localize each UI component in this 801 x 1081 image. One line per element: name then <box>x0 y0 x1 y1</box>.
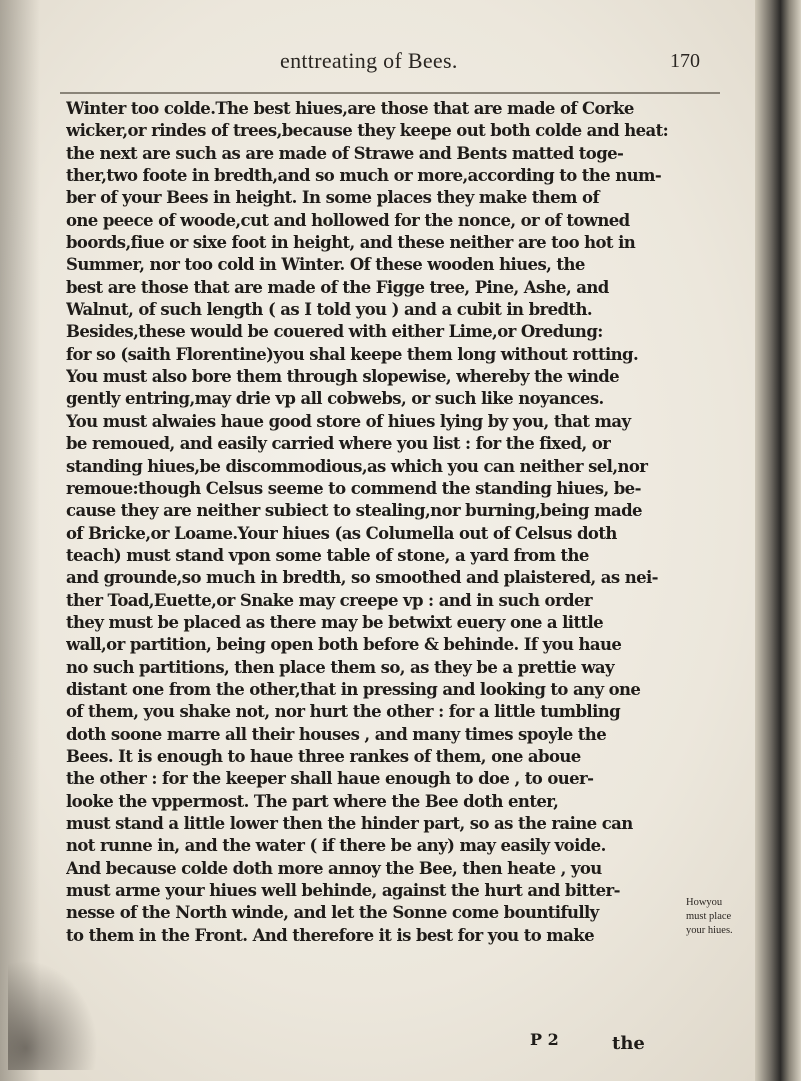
marginal-note-line: your hiues. <box>686 925 733 936</box>
text-line: Bees. It is enough to haue three rankes of them, one aboue <box>66 746 581 766</box>
text-line: to them in the Front. And therefore it is best for you to make <box>66 925 594 945</box>
text-line: the next are such as are made of Strawe and Bents matted toge- <box>66 143 624 163</box>
text-line: ber of your Bees in height. In some places they make them of <box>66 188 599 208</box>
text-line: remoue:though Celsus seeme to commend the standing hiues, be- <box>66 478 641 498</box>
text-line: the other : for the keeper shall haue enough to doe , to ouer- <box>66 769 594 789</box>
text-line: must stand a little lower then the hinder part, so as the raine can <box>66 814 633 833</box>
text-line: standing hiues,be discommodious,as which you can neither sel,nor <box>66 456 648 476</box>
catchword: the <box>612 1033 645 1054</box>
header-rule <box>60 92 720 94</box>
text-line: cause they are neither subiect to stealing,nor burning,being made <box>66 501 642 521</box>
text-line: and grounde,so much in bredth, so smoothed and plaistered, as nei- <box>66 568 658 588</box>
signature-mark: P 2 <box>530 1030 559 1049</box>
text-line: Walnut, of such length ( as I told you ) and a cubit in bredth. <box>66 300 592 320</box>
text-line: one peece of woode,cut and hollowed for the nonce, or of towned <box>66 210 630 230</box>
book-binding-gutter <box>755 0 801 1081</box>
text-line: nesse of the North winde, and let the Sonne come bountifully <box>66 903 599 923</box>
text-line: best are those that are made of the Figge tree, Pine, Ashe, and <box>66 277 609 297</box>
marginal-note <box>686 896 752 938</box>
page-edge-shadow <box>0 0 40 1081</box>
marginal-note-line: must place <box>686 911 732 922</box>
text-line: wicker,or rindes of trees,because they keepe out both colde and heat: <box>66 121 669 141</box>
text-line: of them, you shake not, nor hurt the other : for a little tumbling <box>66 702 621 722</box>
text-line: ther Toad,Euette,or Snake may creepe vp : and in such order <box>66 590 592 610</box>
text-line: Winter too colde.The best hiues,are those that are made of Corke <box>66 99 634 118</box>
text-line: wall,or partition, being open both before & behinde. If you haue <box>66 635 622 655</box>
running-title: enttreating of Bees. <box>280 48 458 73</box>
page-header <box>40 48 730 82</box>
text-line: doth soone marre all their houses , and many times spoyle the <box>66 724 607 744</box>
page-stain <box>8 960 98 1070</box>
text-line: And because colde doth more annoy the Bee, then heate , you <box>66 858 602 878</box>
text-line: gently entring,may drie vp all cobwebs, or such like noyances. <box>66 389 604 409</box>
text-line: be remoued, and easily carried where you list : for the fixed, or <box>66 434 611 454</box>
text-line: Besides,these would be couered with either Lime,or Oredung: <box>66 322 603 342</box>
text-line: looke the vppermost. The part where the Bee doth enter, <box>66 791 559 811</box>
text-line: no such partitions, then place them so, as they be a prettie way <box>66 657 614 677</box>
page-number: 170 <box>670 50 700 72</box>
text-line: they must be placed as there may be betwixt euery one a little <box>66 612 604 632</box>
text-line: not runne in, and the water ( if there be any) may easily voide. <box>66 836 606 856</box>
text-line: for so (saith Florentine)you shal keepe them long without rotting. <box>66 344 639 364</box>
text-line: You must alwaies haue good store of hiues lying by you, that may <box>66 411 631 431</box>
marginal-note-line: Howyou <box>686 897 723 908</box>
text-line: Summer, nor too cold in Winter. Of these wooden hiues, the <box>66 255 585 275</box>
text-line: ther,two foote in bredth,and so much or more,according to the num- <box>66 166 662 186</box>
body-text <box>66 98 676 947</box>
text-line: distant one from the other,that in pressing and looking to any one <box>66 679 641 699</box>
text-line: boords,fiue or sixe foot in height, and these neither are too hot in <box>66 233 636 253</box>
text-line: teach) must stand vpon some table of stone, a yard from the <box>66 545 589 565</box>
text-line: You must also bore them through slopewise, whereby the winde <box>66 367 620 387</box>
text-line: must arme your hiues well behinde, against the hurt and bitter- <box>66 881 620 901</box>
text-line: of Bricke,or Loame.Your hiues (as Columella out of Celsus doth <box>66 523 617 543</box>
